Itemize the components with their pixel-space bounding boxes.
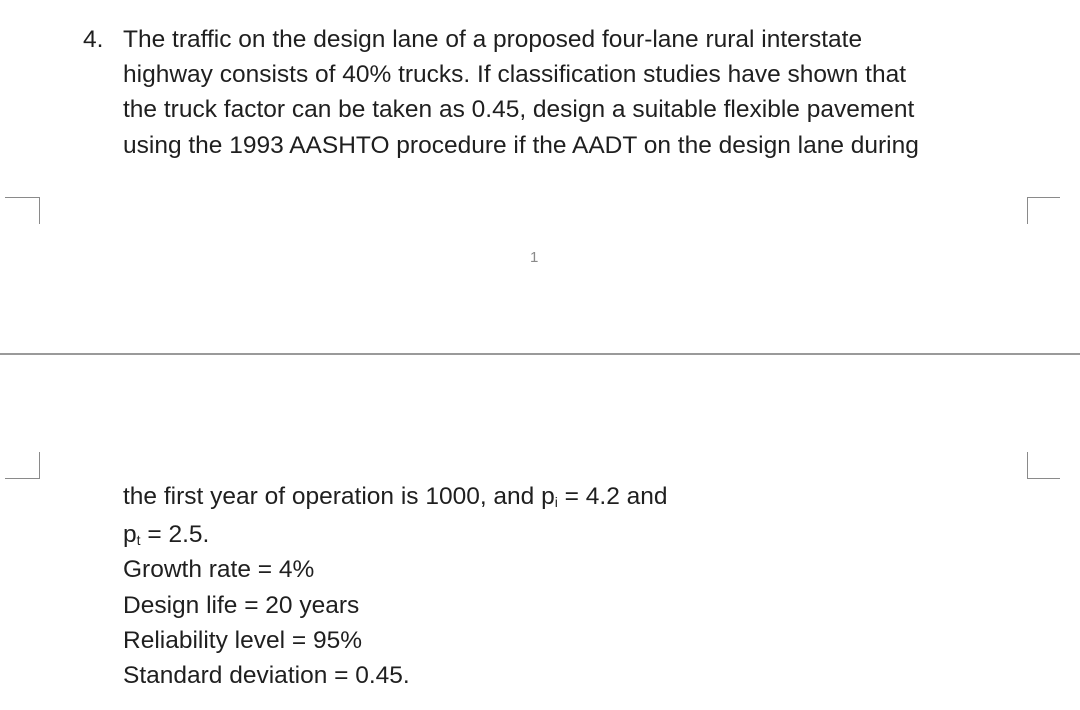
continuation-line-1 [123,479,668,520]
question-text-line-3: the truck factor can be taken as 0.45, design a suitable flexible pavement [123,96,915,123]
pi-value: = 4.2 and [557,483,668,510]
pi-subscript: i [554,494,558,510]
parameter-standard-deviation: Standard deviation = 0.45. [123,662,410,689]
page-number: 1 [530,249,539,266]
pt-value: = 2.5. [140,521,210,548]
parameter-reliability-level: Reliability level = 95% [123,627,362,654]
question-text-line-4: using the 1993 AASHTO procedure if the AADT on the design lane during [123,132,919,159]
continuation-text: the first year of operation is 1000, and p [123,483,555,510]
crop-mark-bottom-left [5,452,40,479]
parameter-design-life: Design life = 20 years [123,592,360,619]
crop-mark-top-right [1027,197,1060,224]
page-1 [0,0,1080,353]
crop-mark-top-left [5,197,40,224]
question-text-line-2: highway consists of 40% trucks. If classification studies have shown that [123,61,907,88]
question-number: 4. [83,26,104,53]
crop-mark-bottom-right [1027,452,1060,479]
pt-subscript: t [136,532,141,548]
question-text-line-1: The traffic on the design lane of a proposed four-lane rural interstate [123,26,863,53]
pt-symbol: p [123,521,137,548]
parameter-growth-rate: Growth rate = 4% [123,556,315,583]
